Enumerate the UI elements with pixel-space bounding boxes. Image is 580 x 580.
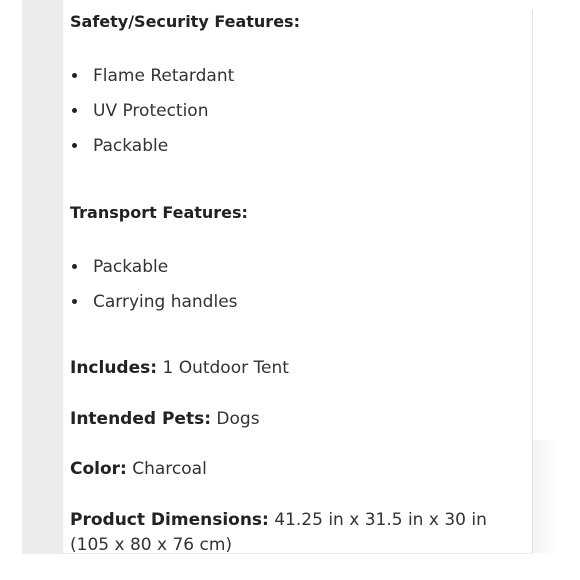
transport-heading: Transport Features: [70, 203, 248, 222]
color-row [70, 457, 530, 482]
product-dimensions-row [70, 508, 530, 558]
list-item-label: Carrying handles [93, 292, 238, 312]
list-item-label: UV Protection [93, 101, 209, 121]
list-item [70, 256, 238, 291]
bullet-icon [72, 108, 77, 113]
product-dimensions-label: Product Dimensions: [70, 510, 269, 530]
intended-pets-row [70, 407, 530, 432]
includes-row [70, 356, 530, 381]
intended-pets-label: Intended Pets: [70, 409, 212, 429]
bullet-icon [72, 299, 77, 304]
safety-security-heading: Safety/Security Features: [70, 12, 300, 31]
intended-pets-value: Dogs [216, 409, 260, 429]
transport-features-list [70, 256, 238, 326]
list-item [70, 291, 238, 326]
list-item-label: Flame Retardant [93, 66, 235, 86]
bullet-icon [72, 264, 77, 269]
list-item [70, 100, 234, 135]
product-dimensions-value: 41.25 in x 31.5 in x 30 in (105 x 80 x 76 cm) [70, 510, 487, 555]
list-item [70, 65, 234, 100]
right-edge-shadow [533, 440, 557, 553]
includes-value: 1 Outdoor Tent [162, 358, 289, 378]
bullet-icon [72, 73, 77, 78]
list-item-label: Packable [93, 257, 169, 277]
list-item-label: Packable [93, 136, 169, 156]
list-item [70, 135, 234, 170]
color-label: Color: [70, 459, 127, 479]
safety-features-list [70, 65, 234, 170]
left-gutter [22, 0, 63, 553]
color-value: Charcoal [132, 459, 207, 479]
includes-label: Includes: [70, 358, 158, 378]
bullet-icon [72, 143, 77, 148]
